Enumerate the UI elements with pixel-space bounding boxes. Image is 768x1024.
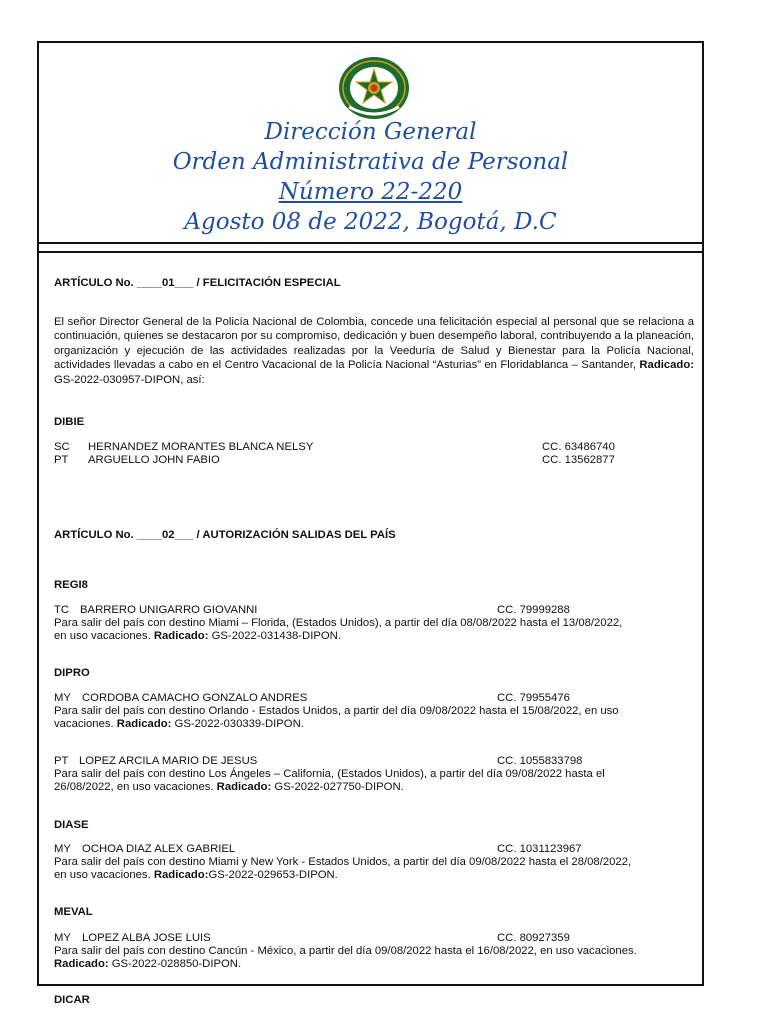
person-name: ARGUELLO JOHN FABIO <box>88 454 220 466</box>
header-separator-bottom <box>37 251 704 253</box>
person-rank: MY <box>54 692 71 704</box>
person-cc: CC. 63486740 <box>542 441 615 453</box>
header-title-fecha: Agosto 08 de 2022, Bogotá, D.C <box>184 209 557 235</box>
unit-heading: REGI8 <box>54 579 88 591</box>
trip-radicado: Radicado: GS-2022-028850-DIPON. <box>54 958 242 970</box>
unit-heading: DIPRO <box>54 667 90 679</box>
person-cc: CC. 79999288 <box>497 604 570 616</box>
trip-description: Para salir del país con destino Los Ángeles – California, (Estados Unidos), a partir del día 09/08/2022 hasta el <box>54 768 605 780</box>
person-rank: SC <box>54 441 70 453</box>
person-rank: PT <box>54 454 69 466</box>
person-rank: MY <box>54 843 71 855</box>
trip-radicado: 26/08/2022, en uso vacaciones. Radicado: GS-2022-027750-DIPON. <box>54 781 404 793</box>
unit-heading: DIBIE <box>54 416 85 428</box>
article-heading: ARTÍCULO No. ____01___ / FELICITACIÓN ESPECIAL <box>54 277 341 289</box>
person-name: HERNANDEZ MORANTES BLANCA NELSY <box>88 441 314 453</box>
header-title-orden: Orden Administrativa de Personal <box>172 149 569 175</box>
unit-heading: DICAR <box>54 994 90 1006</box>
person-name: OCHOA DIAZ ALEX GABRIEL <box>82 843 236 855</box>
person-name: CORDOBA CAMACHO GONZALO ANDRES <box>82 692 308 704</box>
trip-description: Para salir del país con destino Miami y New York - Estados Unidos, a partir del día 09/08/2022 hasta el 28/08/2022, <box>54 856 632 868</box>
person-cc: CC. 1055833798 <box>497 755 583 767</box>
person-cc: CC. 79955476 <box>497 692 570 704</box>
intro-paragraph: El señor Director General de la Policía Nacional de Colombia, concede una felicitación especial al personal que se relaciona a continuación, quienes se destacaron por su compromiso, dedicación y buen desempeño laboral, contribuyendo a la planeación, organización y ejecución de las actividades realizadas por la Veeduría de Salud y Bienestar para la Policía Nacional, actividades llevadas a cabo en el Centro Vacacional de la Policía Nacional “Asturias” en Floridablanca – Santander, Radicado: GS-2022-030957-DIPON, así: <box>54 316 694 386</box>
trip-radicado: vacaciones. Radicado: GS-2022-030339-DIPON. <box>54 718 304 730</box>
trip-radicado: en uso vacaciones. Radicado: GS-2022-031438-DIPON. <box>54 630 341 642</box>
trip-radicado: en uso vacaciones. Radicado:GS-2022-029653-DIPON. <box>54 869 338 881</box>
policia-nacional-seal-icon <box>337 55 411 121</box>
person-rank: MY <box>54 932 71 944</box>
header-separator-top <box>37 242 704 244</box>
unit-heading: DIASE <box>54 819 89 831</box>
person-rank: TC <box>54 604 70 616</box>
trip-description: Para salir del país con destino Orlando - Estados Unidos, a partir del día 09/08/2022 hasta el 15/08/2022, en uso <box>54 705 619 717</box>
person-name: LOPEZ ARCILA MARIO DE JESUS <box>79 755 258 767</box>
header-title-direccion: Dirección General <box>264 119 477 145</box>
header-title-numero: Número 22-220 <box>278 179 463 205</box>
unit-heading: MEVAL <box>54 906 93 918</box>
person-cc: CC. 80927359 <box>497 932 570 944</box>
person-name: BARRERO UNIGARRO GIOVANNI <box>80 604 258 616</box>
person-cc: CC. 13562877 <box>542 454 615 466</box>
article-heading: ARTÍCULO No. ____02___ / AUTORIZACIÓN SALIDAS DEL PAÍS <box>54 529 396 541</box>
trip-description: Para salir del país con destino Cancún - México, a partir del día 09/08/2022 hasta el 16/08/2022, en uso vacaciones. <box>54 945 637 957</box>
person-cc: CC. 1031123967 <box>497 843 582 855</box>
trip-description: Para salir del país con destino Miami – Florida, (Estados Unidos), a partir del día 08/08/2022 hasta el 13/08/2022, <box>54 617 623 629</box>
person-name: LOPEZ ALBA JOSE LUIS <box>82 932 211 944</box>
person-rank: PT <box>54 755 69 767</box>
